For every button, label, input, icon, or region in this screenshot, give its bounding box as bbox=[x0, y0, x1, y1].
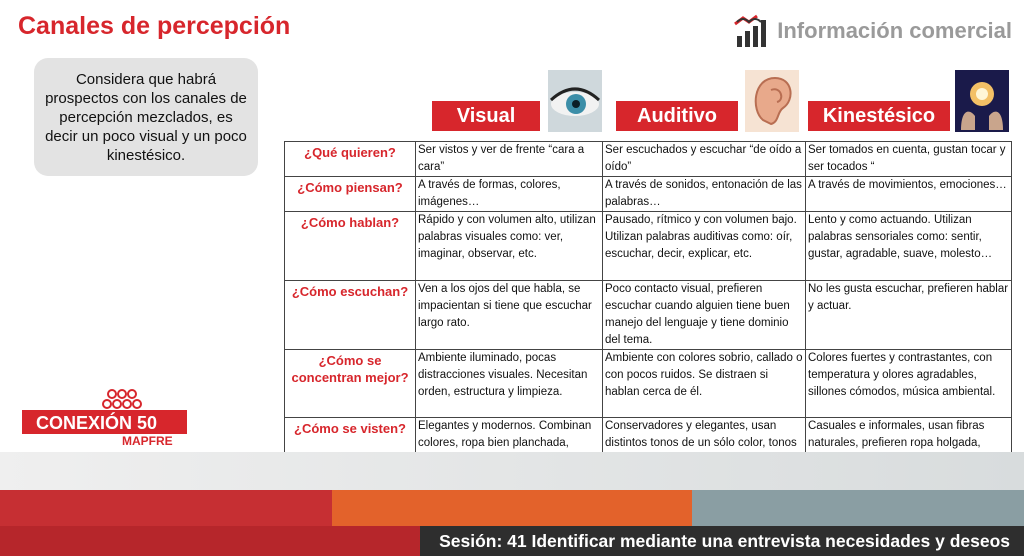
table-cell: Ser vistos y ver de frente “cara a cara” bbox=[416, 142, 603, 177]
table-cell: A través de movimientos, emociones… bbox=[806, 177, 1012, 212]
session-footer: Sesión: 41 Identificar mediante una entrevista necesidades y deseos bbox=[439, 531, 1010, 551]
brand-label: Información comercial bbox=[777, 18, 1012, 43]
hands-icon bbox=[955, 70, 1009, 132]
row-question: ¿Cómo piensan? bbox=[285, 177, 416, 212]
row-question: ¿Cómo escuchan? bbox=[285, 281, 416, 350]
people-icon bbox=[22, 388, 192, 448]
table-cell: Pausado, rítmico y con volumen bajo. Utilizan palabras auditivas como: oír, escuchar, decir, explicar, etc. bbox=[603, 212, 806, 281]
table-row bbox=[285, 142, 1012, 177]
table-cell: Casuales e informales, usan fibras naturales, prefieren ropa holgada, bbox=[806, 418, 1012, 490]
brand-header bbox=[733, 14, 1012, 48]
col-kinestesico-header: Kinestésico bbox=[808, 101, 950, 131]
table-cell: Lento y como actuando. Utilizan palabras sensoriales como: sentir, gustar, agradable, suave, molesto… bbox=[806, 212, 1012, 281]
conexion-50-logo bbox=[22, 388, 192, 448]
table-cell: Rápido y con volumen alto, utilizan palabras visuales como: ver, imaginar, observar, etc. bbox=[416, 212, 603, 281]
table-cell: Colores fuertes y contrastantes, con temperatura y olores agradables, sillones cómodos, música ambiental. bbox=[806, 350, 1012, 418]
table-cell: Ambiente iluminado, pocas distracciones visuales. Necesitan orden, estructura y limpieza. bbox=[416, 350, 603, 418]
col-visual-header: Visual bbox=[432, 101, 540, 131]
handshake-chart-icon bbox=[733, 14, 769, 48]
table-row bbox=[285, 177, 1012, 212]
ear-icon bbox=[745, 70, 799, 132]
table-cell: No les gusta escuchar, prefieren hablar y actuar. bbox=[806, 281, 1012, 350]
table-cell: Ven a los ojos del que habla, se impacientan si tiene que escuchar largo rato. bbox=[416, 281, 603, 350]
row-question: ¿Cómo se concentran mejor? bbox=[285, 350, 416, 418]
table-cell: Elegantes y modernos. Combinan colores, ropa bien planchada, bbox=[416, 418, 603, 490]
table-cell: A través de formas, colores, imágenes… bbox=[416, 177, 603, 212]
logo-line2: MAPFRE bbox=[122, 434, 173, 448]
table-row bbox=[285, 212, 1012, 281]
row-question: ¿Cómo hablan? bbox=[285, 212, 416, 281]
table-row bbox=[285, 350, 1012, 418]
footer-band-light bbox=[0, 452, 1024, 490]
eye-icon bbox=[548, 70, 602, 132]
table-cell: Conservadores y elegantes, usan distintos tonos de un sólo color, tonos bbox=[603, 418, 806, 490]
logo-line1: CONEXIÓN 50 bbox=[36, 413, 158, 433]
note-box: Considera que habrá prospectos con los canales de percepción mezclados, es decir un poco visual y un poco kinestésico. bbox=[34, 58, 258, 176]
table-cell: Ser tomados en cuenta, gustan tocar y ser tocados “ bbox=[806, 142, 1012, 177]
perception-table bbox=[284, 141, 1012, 490]
table-cell: A través de sonidos, entonación de las palabras… bbox=[603, 177, 806, 212]
table-row bbox=[285, 281, 1012, 350]
row-question: ¿Qué quieren? bbox=[285, 142, 416, 177]
table-cell: Poco contacto visual, prefieren escuchar cuando alguien tiene buen manejo del lenguaje y tiene dominio del tema. bbox=[603, 281, 806, 350]
page-title: Canales de percepción bbox=[18, 12, 291, 40]
table-cell: Ambiente con colores sobrio, callado o con pocos ruidos. Se distraen si hablan cerca de él. bbox=[603, 350, 806, 418]
footer-band-colors bbox=[0, 490, 1024, 526]
row-question: ¿Cómo se visten? bbox=[285, 418, 416, 490]
table-cell: Ser escuchados y escuchar “de oído a oído” bbox=[603, 142, 806, 177]
col-auditivo-header: Auditivo bbox=[616, 101, 738, 131]
